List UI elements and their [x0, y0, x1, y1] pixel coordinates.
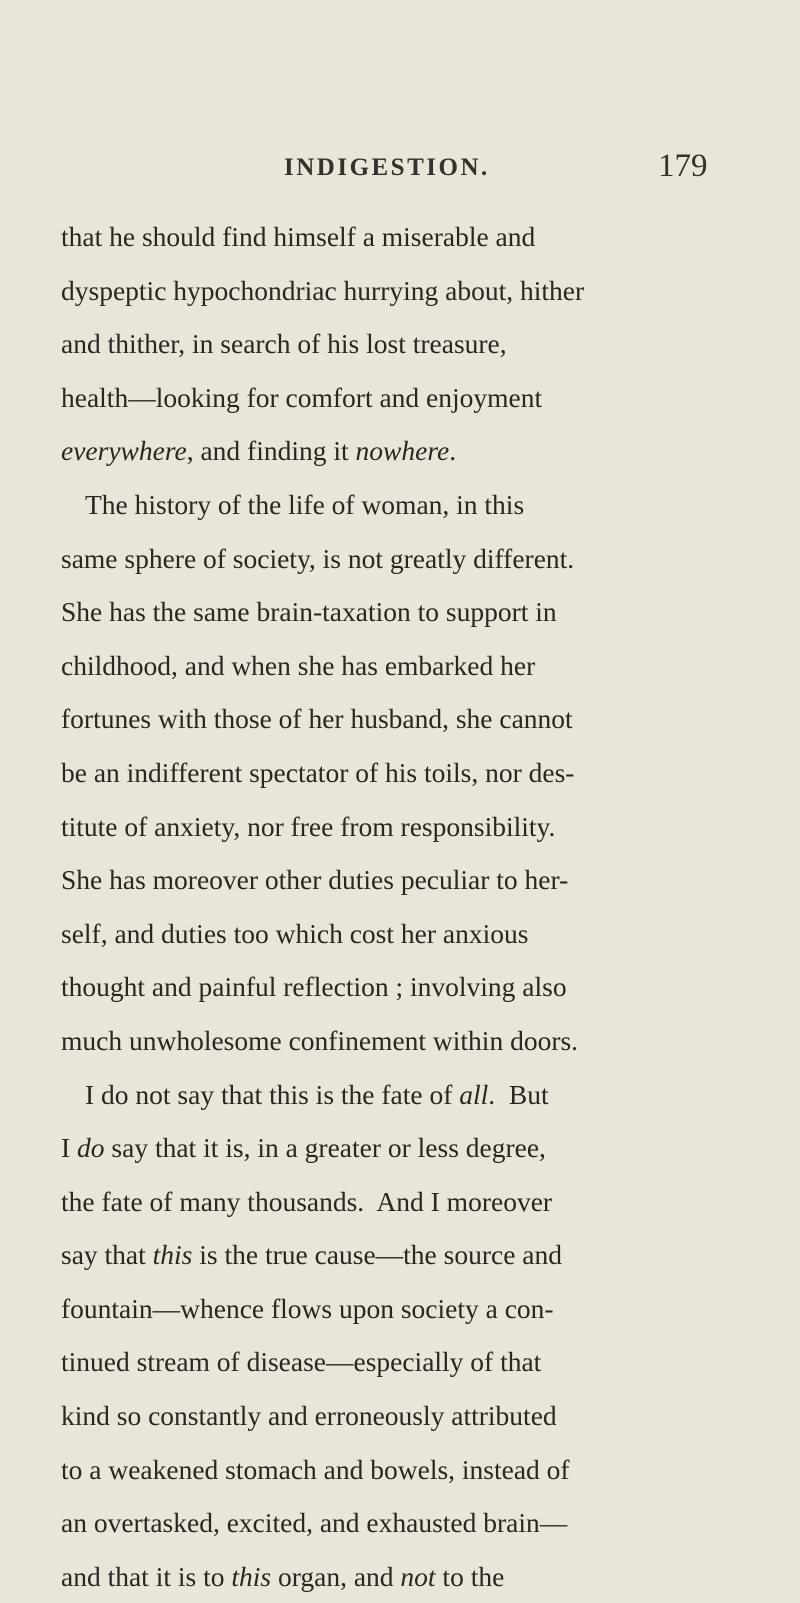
- text-segment: fountain—whence flows upon society a con-: [61, 1292, 554, 1324]
- text-segment: fortunes with those of her husband, she cannot: [61, 703, 573, 735]
- text-line: [61, 532, 741, 586]
- italic-text: this: [152, 1239, 193, 1271]
- text-line: [61, 1175, 741, 1229]
- text-line: [61, 1496, 741, 1550]
- text-segment: The history of the life of woman, in this: [85, 488, 525, 520]
- text-line: [61, 960, 741, 1014]
- text-line: [61, 639, 741, 693]
- text-line: [61, 853, 741, 907]
- page-number: 179: [658, 148, 708, 184]
- text-line: [61, 746, 741, 800]
- text-segment: the fate of many thousands. And I moreover: [61, 1185, 553, 1217]
- text-segment: She has the same brain-taxation to support in: [61, 596, 557, 628]
- text-line: [61, 1550, 741, 1603]
- italic-text: everywhere: [61, 435, 187, 467]
- body-text: [61, 210, 741, 1603]
- text-line: [61, 692, 741, 746]
- italic-text: this: [231, 1560, 272, 1592]
- text-line: [61, 1335, 741, 1389]
- text-line: [61, 1282, 741, 1336]
- italic-text: all: [459, 1078, 489, 1110]
- text-segment: self, and duties too which cost her anxious: [61, 917, 529, 949]
- text-line: [61, 1068, 741, 1122]
- text-line: [61, 264, 741, 318]
- text-segment: that he should find himself a miserable and: [61, 221, 536, 252]
- text-segment: is the true cause—the source and: [192, 1239, 562, 1271]
- text-segment: health—looking for comfort and enjoyment: [61, 381, 543, 413]
- text-segment: thought and painful reflection ; involving also: [61, 971, 567, 1003]
- text-line: [61, 907, 741, 961]
- text-segment: I do not say that this is the fate of: [85, 1078, 460, 1110]
- text-line: [61, 1121, 741, 1175]
- text-segment: , and finding it: [186, 435, 356, 467]
- text-segment: dyspeptic hypochondriac hurrying about, hither: [61, 274, 585, 306]
- text-segment: . But: [488, 1078, 549, 1110]
- text-line: [61, 478, 741, 532]
- text-line: [61, 424, 741, 478]
- text-segment: titute of anxiety, nor free from responsibility.: [61, 810, 556, 842]
- text-line: [61, 800, 741, 854]
- text-segment: and that it is to: [61, 1560, 232, 1592]
- text-segment: childhood, and when she has embarked her: [61, 649, 536, 681]
- text-segment: and thither, in search of his lost treasure,: [61, 328, 507, 360]
- italic-text: not: [400, 1560, 436, 1592]
- text-segment: much unwholesome confinement within doors.: [61, 1024, 579, 1056]
- italic-text: nowhere: [355, 435, 450, 467]
- text-segment: say that: [61, 1239, 153, 1271]
- italic-text: do: [77, 1132, 105, 1164]
- text-segment: .: [449, 435, 457, 467]
- text-line: [61, 371, 741, 425]
- text-line: [61, 1443, 741, 1497]
- text-line: [61, 210, 741, 264]
- page-header: [0, 148, 800, 194]
- text-line: [61, 585, 741, 639]
- text-segment: kind so constantly and erroneously attributed: [61, 1400, 557, 1432]
- text-segment: organ, and: [271, 1560, 401, 1592]
- running-head: INDIGESTION.: [284, 154, 490, 181]
- text-line: [61, 1389, 741, 1443]
- text-segment: same sphere of society, is not greatly different.: [61, 542, 575, 574]
- text-line: [61, 317, 741, 371]
- text-segment: to the: [435, 1560, 505, 1592]
- text-segment: say that it is, in a greater or less degree,: [104, 1132, 546, 1164]
- text-segment: tinued stream of disease—especially of that: [61, 1346, 542, 1378]
- text-line: [61, 1014, 741, 1068]
- text-segment: She has moreover other duties peculiar to her-: [61, 864, 569, 896]
- text-line: [61, 1228, 741, 1282]
- text-segment: an overtasked, excited, and exhausted brain—: [61, 1507, 568, 1539]
- text-segment: to a weakened stomach and bowels, instead of: [61, 1453, 570, 1485]
- text-segment: be an indifferent spectator of his toils, nor des-: [61, 756, 575, 788]
- text-segment: I: [61, 1132, 78, 1164]
